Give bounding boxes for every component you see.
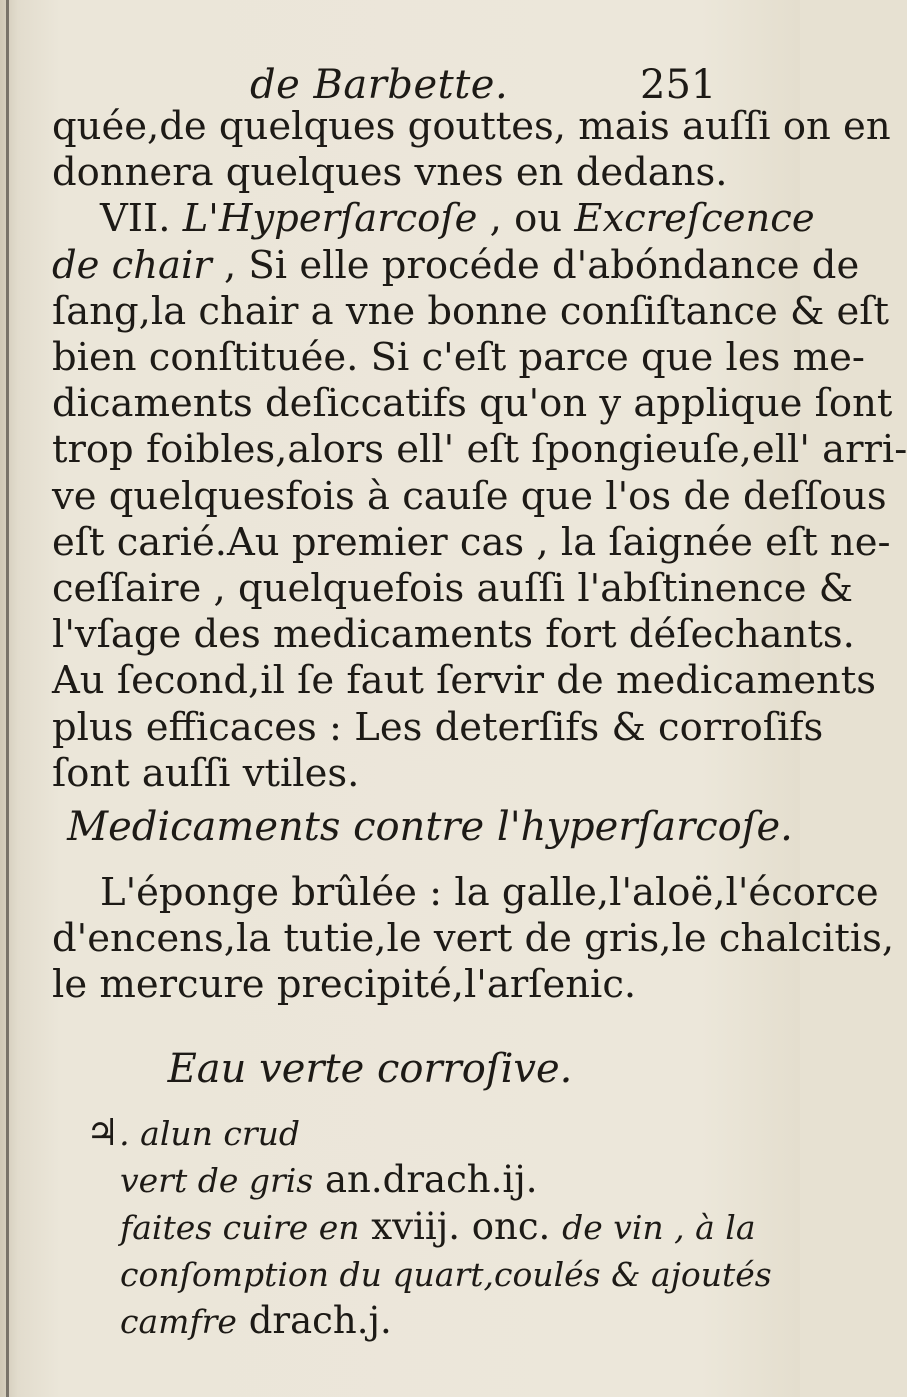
text-line: d'encens,la tutie,le vert de gris,le chalcitis, bbox=[52, 916, 895, 961]
section-number: VII. bbox=[100, 196, 183, 242]
text-line: quée,de quelques gouttes, mais auſſi on en bbox=[52, 104, 891, 149]
recipe-instruction: de vin , à la bbox=[562, 1208, 756, 1247]
text-line: Au ſecond,il ſe faut ſervir de medicaments bbox=[52, 658, 877, 704]
paragraph-vii bbox=[52, 104, 907, 797]
recipe-line bbox=[86, 1110, 766, 1157]
text-line: plus efficaces : Les deterſifs & corroſifs bbox=[52, 704, 824, 750]
recipe-line bbox=[86, 1298, 766, 1345]
recipe-ingredient: vert de gris bbox=[120, 1161, 314, 1200]
ingredient-list bbox=[52, 870, 895, 1008]
text-line: ceſſaire , quelquefois auſſi l'abſtinence & bbox=[52, 566, 854, 612]
term-excrescence: Excreſcence bbox=[574, 196, 815, 242]
recipe-line bbox=[86, 1251, 772, 1298]
term-hypersarcose: L'Hyperſarcoſe bbox=[182, 196, 478, 242]
recipe bbox=[86, 1110, 772, 1345]
text-line: dicaments deſiccatifs qu'on y applique ſont bbox=[52, 381, 893, 427]
page-header bbox=[0, 58, 800, 108]
text-line: bien conſtituée. Si c'eſt parce que les me- bbox=[52, 335, 865, 381]
text-fragment: , ou bbox=[477, 196, 575, 242]
text-line: trop foibles,alors ell' eſt ſpongieuſe,ell' arri- bbox=[52, 427, 907, 473]
recipe-symbol-icon: ♃ bbox=[86, 1111, 120, 1154]
text-line: ve quelquesfois à cauſe que l'os de deſſous bbox=[52, 473, 887, 519]
heading-medicaments: Medicaments contre l'hyperſarcoſe. bbox=[67, 804, 793, 850]
text-line: ſang,la chair a vne bonne conſiſtance & eſt bbox=[52, 288, 890, 334]
text-line bbox=[52, 196, 815, 242]
recipe-line bbox=[86, 1157, 766, 1204]
text-line bbox=[52, 242, 860, 289]
recipe-ingredient: camfre bbox=[120, 1302, 237, 1341]
recipe-quantity: drach.j. bbox=[236, 1299, 392, 1342]
recipe-instruction: conſomption du quart,coulés & ajoutés bbox=[120, 1255, 772, 1294]
recipe-ingredient: . alun crud bbox=[119, 1114, 301, 1153]
text-line: L'éponge brûlée : la galle,l'aloë,l'écorce bbox=[100, 870, 879, 915]
page-number: 251 bbox=[640, 62, 717, 108]
binding-edge bbox=[6, 0, 9, 1397]
text-line: ſont auſſi vtiles. bbox=[52, 750, 360, 796]
recipe-line bbox=[86, 1204, 766, 1251]
recipe-instruction: faites cuire en bbox=[120, 1208, 360, 1247]
recipe-quantity: an.drach.ij. bbox=[313, 1158, 538, 1201]
text-fragment: , Si elle procéde d'abóndance de bbox=[211, 242, 860, 288]
text-line: donnera quelques vnes en dedans. bbox=[52, 150, 728, 196]
text-line: eſt carié.Au premier cas , la ſaignée eſt ne- bbox=[52, 519, 891, 565]
running-head: de Barbette. bbox=[250, 62, 509, 108]
text-line: l'vſage des medicaments fort déſechants. bbox=[52, 612, 855, 658]
text-line: le mercure precipité,l'arſenic. bbox=[52, 962, 637, 1007]
heading-eau-verte: Eau verte corroſive. bbox=[167, 1046, 573, 1092]
term-de-chair: de chair bbox=[52, 242, 212, 288]
recipe-quantity: xviij. onc. bbox=[359, 1205, 563, 1248]
